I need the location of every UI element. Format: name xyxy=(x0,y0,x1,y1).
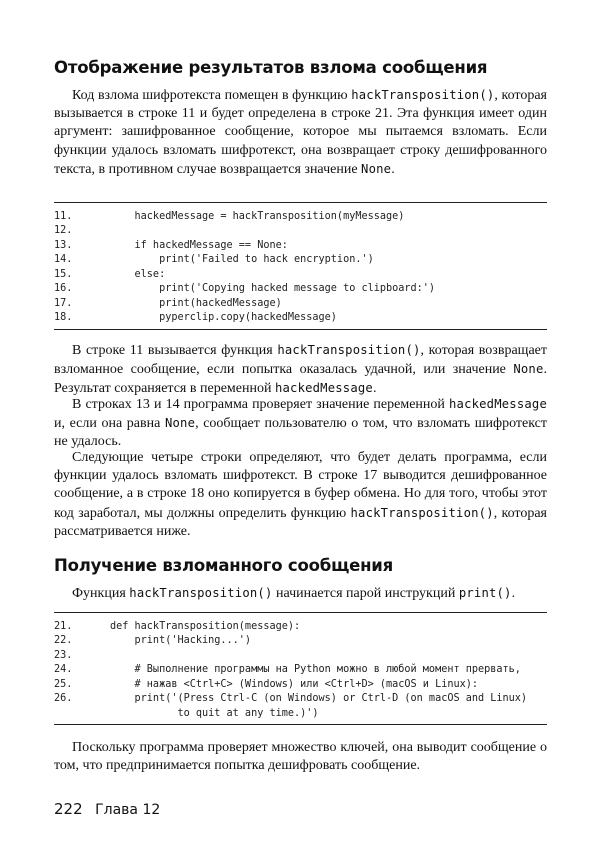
code-line xyxy=(54,239,547,253)
code-line-text: to quit at any time.)') xyxy=(110,707,319,719)
section-heading-results: Отображение результатов взлома сообщения xyxy=(54,58,488,77)
paragraph-line11: В строке 11 вызывается функция hackTransposition(), которая возвращает взломанное сообщение, если попытка оказалась удачной, или значение None. Результат сохраняется в переменной hackedMessage. xyxy=(54,343,547,397)
code-line-text: # Выполнение программы на Python можно в любой момент прервать, xyxy=(110,664,521,676)
code-line xyxy=(54,620,547,634)
page-number: 222 xyxy=(54,800,83,818)
paragraph-intro: Код взлома шифротекста помещен в функцию hackTransposition(), которая вызывается в строке 11 и будет определена в строке 21. Эта функция имеет один аргумент: зашифрованное сообщение, которое мы пытаемся взломать. Если функции удалось взломать шифротекст, она возвращает строку дешифрованного текста, в противном случае возвращается значение None. xyxy=(54,88,547,177)
code-line-number: 14. xyxy=(54,254,73,266)
inline-code-variable: hackedMessage xyxy=(274,381,373,396)
page-footer xyxy=(54,800,160,818)
inline-code-function: hackTransposition() xyxy=(277,343,421,357)
code-line-text: print('Copying hacked message to clipboard:') xyxy=(110,283,436,295)
code-line xyxy=(54,282,547,296)
code-line xyxy=(54,678,547,692)
inline-code-function: hackTransposition() xyxy=(351,88,495,102)
code-line xyxy=(54,663,547,677)
code-line-text: print(hackedMessage) xyxy=(110,297,282,309)
code-line xyxy=(54,311,547,325)
code-line xyxy=(54,268,547,282)
section-heading-get-message: Получение взломанного сообщения xyxy=(54,556,394,575)
code-line xyxy=(54,224,547,238)
code-line-number: 12. xyxy=(54,225,73,237)
inline-code-function: hackTransposition() xyxy=(350,505,494,520)
code-line xyxy=(54,634,547,648)
code-line-number: 18. xyxy=(54,312,73,324)
book-page xyxy=(54,0,547,859)
code-line-number: 24. xyxy=(54,664,73,676)
code-line-number xyxy=(54,707,110,721)
code-line-number: 23. xyxy=(54,649,73,661)
code-listing-2 xyxy=(54,612,547,725)
code-line-text: print('Hacking...') xyxy=(110,635,252,647)
paragraph-next-lines: Следующие четыре строки определяют, что будет делать программа, если функции удалось взломать шифротекст. В строке 17 выводится дешифрованное сообщение, а в строке 18 оно копируется в буфер обмена. Но для того, чтобы этот код заработал, мы должны определить функцию hackTransposition(), которая рассматривается ниже. xyxy=(54,450,547,539)
chapter-label: Глава 12 xyxy=(95,802,161,818)
code-line-number: 17. xyxy=(54,297,73,309)
code-line xyxy=(54,297,547,311)
inline-code-function: hackTransposition() xyxy=(129,586,273,600)
paragraph-function-start: Функция hackTransposition() начинается парой инструкций print(). xyxy=(72,586,516,601)
code-line-number: 22. xyxy=(54,635,73,647)
code-line xyxy=(54,210,547,224)
inline-code-print: print() xyxy=(458,586,512,600)
code-line-text: hackedMessage = hackTransposition(myMessage) xyxy=(110,211,405,222)
code-line-number: 11. xyxy=(54,211,73,222)
code-line xyxy=(54,692,547,706)
code-line-number: 21. xyxy=(54,621,73,632)
code-line-number: 15. xyxy=(54,268,73,280)
code-line-number: 26. xyxy=(54,693,73,705)
code-line xyxy=(54,649,547,663)
paragraph-lines13-14: В строках 13 и 14 программа проверяет значение переменной hackedMessage и, если она равна None, сообщает пользователю о том, что взломать шифротекст не удалось. xyxy=(54,397,548,450)
inline-code-none: None xyxy=(164,416,196,431)
code-line-number: 25. xyxy=(54,678,73,690)
code-line-text: print('Failed to hack encryption.') xyxy=(110,254,374,266)
code-line-text: # нажав <Ctrl+C> (Windows) или <Ctrl+D> (macOS и Linux): xyxy=(110,678,479,690)
code-line-number: 16. xyxy=(54,283,73,295)
code-line-text: def hackTransposition(message): xyxy=(110,621,301,632)
code-line-number: 13. xyxy=(54,239,73,251)
code-line xyxy=(54,253,547,267)
code-listing-1 xyxy=(54,202,547,330)
inline-code-none: None xyxy=(361,161,392,176)
code-line-text: else: xyxy=(110,268,166,280)
inline-code-variable: hackedMessage xyxy=(449,397,547,411)
code-line xyxy=(54,707,547,721)
paragraph-many-keys: Поскольку программа проверяет множество ключей, она выводит сообщение о том, что предпринимается попытка дешифровать сообщение. xyxy=(54,740,547,774)
code-line-text: print('(Press Ctrl-C (on Windows) or Ctrl-D (on macOS and Linux) xyxy=(110,693,528,705)
code-line-text: pyperclip.copy(hackedMessage) xyxy=(110,312,337,324)
code-line-text: if hackedMessage == None: xyxy=(110,239,288,251)
inline-code-none: None xyxy=(513,362,544,377)
